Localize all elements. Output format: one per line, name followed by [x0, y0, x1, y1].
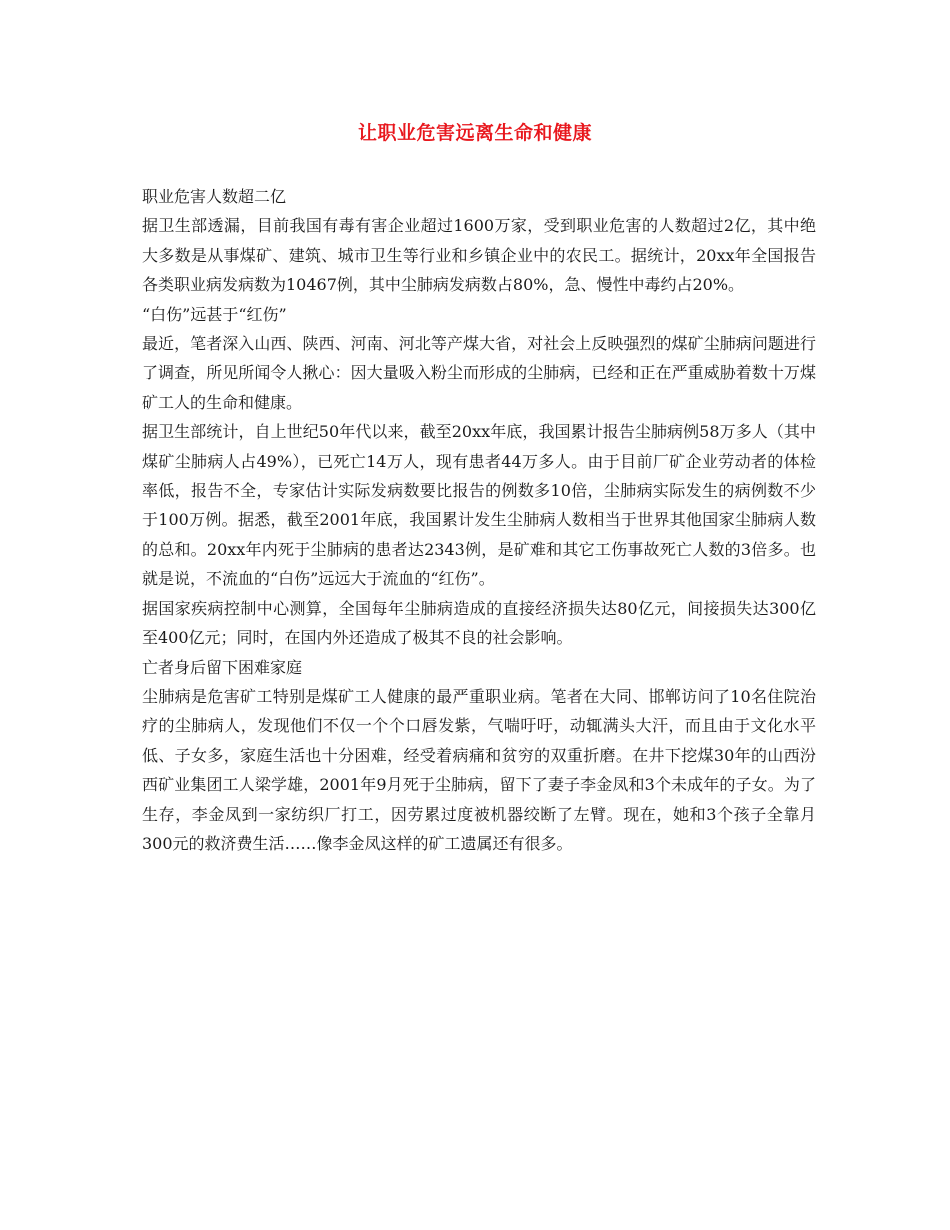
- section-heading: “白伤”远甚于“红伤”: [142, 304, 287, 324]
- document-body: [142, 182, 816, 858]
- paragraph: 据国家疾病控制中心测算，全国每年尘肺病造成的直接经济损失达80亿元，间接损失达300亿至400亿元；同时，在国内外还造成了极其不良的社会影响。: [142, 598, 816, 648]
- document-title: 让职业危害远离生命和健康: [357, 122, 592, 144]
- paragraph: 据卫生部统计，自上世纪50年代以来，截至20xx年底，我国累计报告尘肺病例58万多人（其中煤矿尘肺病人占49%），已死亡14万人，现有患者44万多人。由于目前厂矿企业劳动者的体检率低，报告不全，专家估计实际发病数要比报告的例数多10倍，尘肺病实际发生的病例数不少于100万例。据悉，截至2001年底，我国累计发生尘肺病人数相当于世界其他国家尘肺病人数的总和。20xx年内死于尘肺病的患者达2343例，是矿难和其它工伤事故死亡人数的3倍多。也就是说，不流血的“白伤”远远大于流血的“红伤”。: [142, 422, 816, 589]
- section-heading: 亡者身后留下困难家庭: [142, 657, 303, 677]
- paragraph: 据卫生部透漏，目前我国有毒有害企业超过1600万家，受到职业危害的人数超过2亿，其中绝大多数是从事煤矿、建筑、城市卫生等行业和乡镇企业中的农民工。据统计，20xx年全国报告各类职业病发病数为10467例，其中尘肺病发病数占80%，急、慢性中毒约占20%。: [142, 216, 816, 295]
- section-heading: 职业危害人数超二亿: [142, 187, 287, 206]
- paragraph: 最近，笔者深入山西、陕西、河南、河北等产煤大省，对社会上反映强烈的煤矿尘肺病问题进行了调查，所见所闻令人揪心：因大量吸入粉尘而形成的尘肺病，已经和正在严重威胁着数十万煤矿工人的生命和健康。: [142, 334, 816, 412]
- paragraph: 尘肺病是危害矿工特别是煤矿工人健康的最严重职业病。笔者在大同、邯郸访问了10名住院治疗的尘肺病人，发现他们不仅一个个口唇发紫，气喘吁吁，动辄满头大汗，而且由于文化水平低、子女多，家庭生活也十分困难，经受着病痛和贫穷的双重折磨。在井下挖煤30年的山西汾西矿业集团工人梁学雄，2001年9月死于尘肺病，留下了妻子李金凤和3个未成年的子女。为了生存，李金凤到一家纺织厂打工，因劳累过度被机器绞断了左臂。现在，她和3个孩子全靠月300元的救济费生活……像李金凤这样的矿工遗属还有很多。: [142, 686, 816, 853]
